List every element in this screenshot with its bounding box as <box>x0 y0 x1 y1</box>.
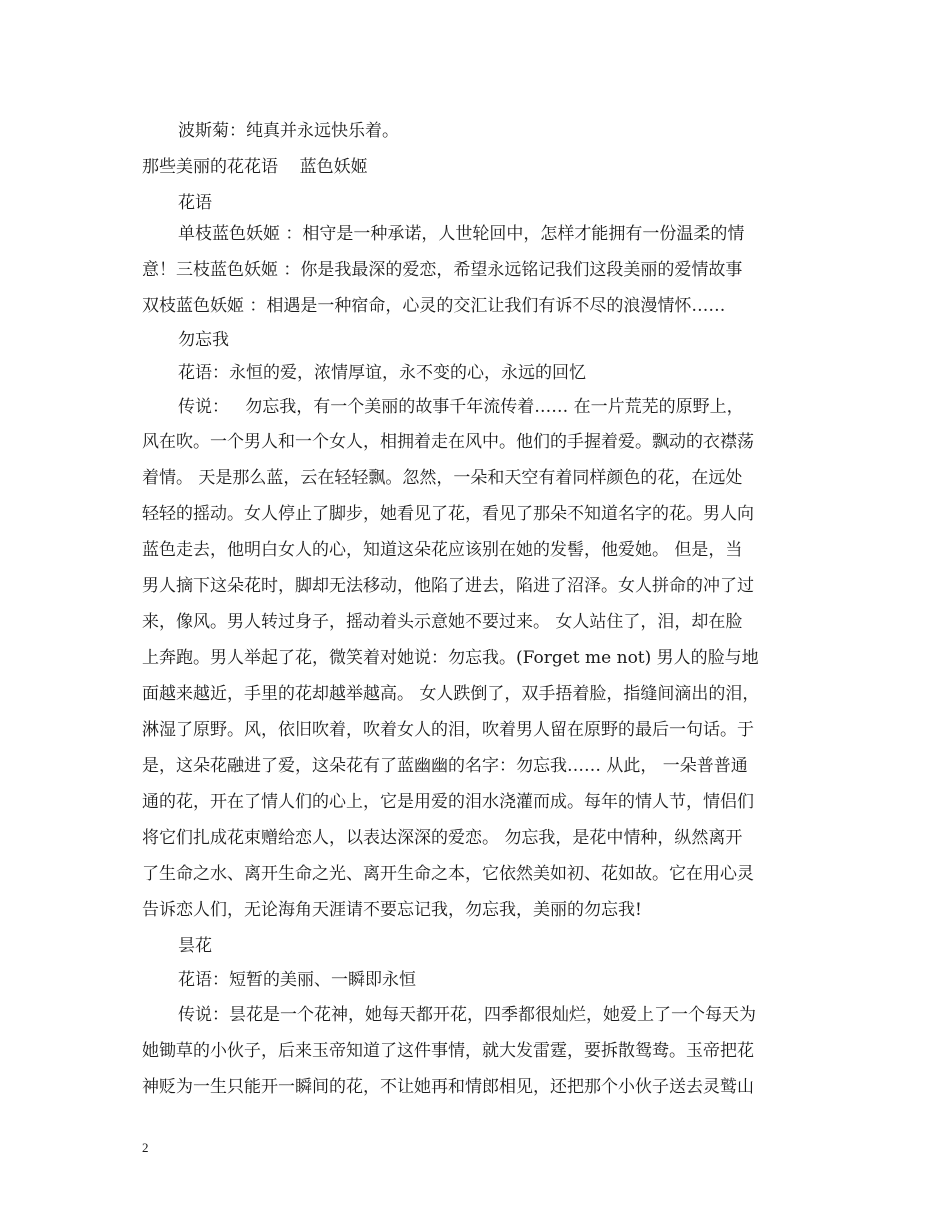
paragraph-line: 昙花 <box>178 936 212 956</box>
paragraph-line: 着情。 天是那么蓝，云在轻轻飘。忽然，一朵和天空有着同样颜色的花，在远处 <box>142 468 743 488</box>
paragraph-line: 她锄草的小伙子，后来玉帝知道了这件事情，就大发雷霆，要拆散鸳鸯。玉帝把花 <box>142 1041 754 1061</box>
paragraph-line: 勿忘我 <box>178 330 229 350</box>
paragraph-line: 意！三枝蓝色妖姬 ：你是我最深的爱恋，希望永远铭记我们这段美丽的爱情故事 <box>142 260 743 280</box>
paragraph-line: 神贬为一生只能开一瞬间的花，不让她再和情郎相见，还把那个小伙子送去灵鹫山 <box>142 1077 754 1097</box>
paragraph-line: 是，这朵花融进了爱，这朵花有了蓝幽幽的名字：勿忘我…… 从此， 一朵普普通 <box>142 756 748 776</box>
paragraph-line: 波斯菊：纯真并永远快乐着。 <box>178 121 399 141</box>
paragraph-line: 风在吹。一个男人和一个女人，相拥着走在风中。他们的手握着爱。飘动的衣襟荡 <box>142 432 754 452</box>
paragraph-line: 传说：昙花是一个花神，她每天都开花，四季都很灿烂，她爱上了一个每天为 <box>178 1005 756 1025</box>
paragraph-line: 面越来越近，手里的花却越举越高。 女人跌倒了，双手捂着脸，指缝间滴出的泪， <box>142 684 760 704</box>
paragraph-line: 来，像风。男人转过身子，摇动着头示意她不要过来。 女人站住了，泪，却在脸 <box>142 612 743 632</box>
paragraph-line: 蓝色走去，他明白女人的心，知道这朵花应该别在她的发髻，他爱她。 但是，当 <box>142 540 743 560</box>
paragraph-line: 花语：短暂的美丽、一瞬即永恒 <box>178 970 416 990</box>
paragraph-line: 将它们扎成花束赠给恋人，以表达深深的爱恋。 勿忘我，是花中情种，纵然离开 <box>142 828 743 848</box>
paragraph-line: 男人摘下这朵花时，脚却无法移动，他陷了进去，陷进了沼泽。女人拼命的冲了过 <box>142 576 754 596</box>
paragraph-line: 淋湿了原野。风，依旧吹着，吹着女人的泪，吹着男人留在原野的最后一句话。于 <box>142 720 754 740</box>
paragraph-line: 上奔跑。男人举起了花，微笑着对她说：勿忘我。(Forget me not) 男人的脸与地 <box>142 648 759 668</box>
paragraph-line: 单枝蓝色妖姬 ：相守是一种承诺，人世轮回中，怎样才能拥有一份温柔的情 <box>178 224 745 244</box>
page-number: 2 <box>142 1140 149 1155</box>
paragraph-line: 了生命之水、离开生命之光、离开生命之本，它依然美如初、花如故。它在用心灵 <box>142 864 754 884</box>
paragraph-line: 轻轻的摇动。女人停止了脚步，她看见了花，看见了那朵不知道名字的花。男人向 <box>142 504 754 524</box>
paragraph-line: 传说： 勿忘我，有一个美丽的故事千年流传着…… 在一片荒芜的原野上， <box>178 397 744 417</box>
paragraph-line: 花语 <box>178 193 212 213</box>
section-heading: 那些美丽的花花语 蓝色妖姬 <box>142 157 368 177</box>
paragraph-line: 告诉恋人们，无论海角天涯请不要忘记我，勿忘我，美丽的勿忘我! <box>142 900 642 920</box>
paragraph-line: 双枝蓝色妖姬 ：相遇是一种宿命，心灵的交汇让我们有诉不尽的浪漫情怀…… <box>142 296 726 316</box>
paragraph-line: 通的花，开在了情人们的心上，它是用爱的泪水浇灌而成。每年的情人节，情侣们 <box>142 792 754 812</box>
paragraph-line: 花语：永恒的爱，浓情厚谊，永不变的心，永远的回忆 <box>178 363 586 383</box>
